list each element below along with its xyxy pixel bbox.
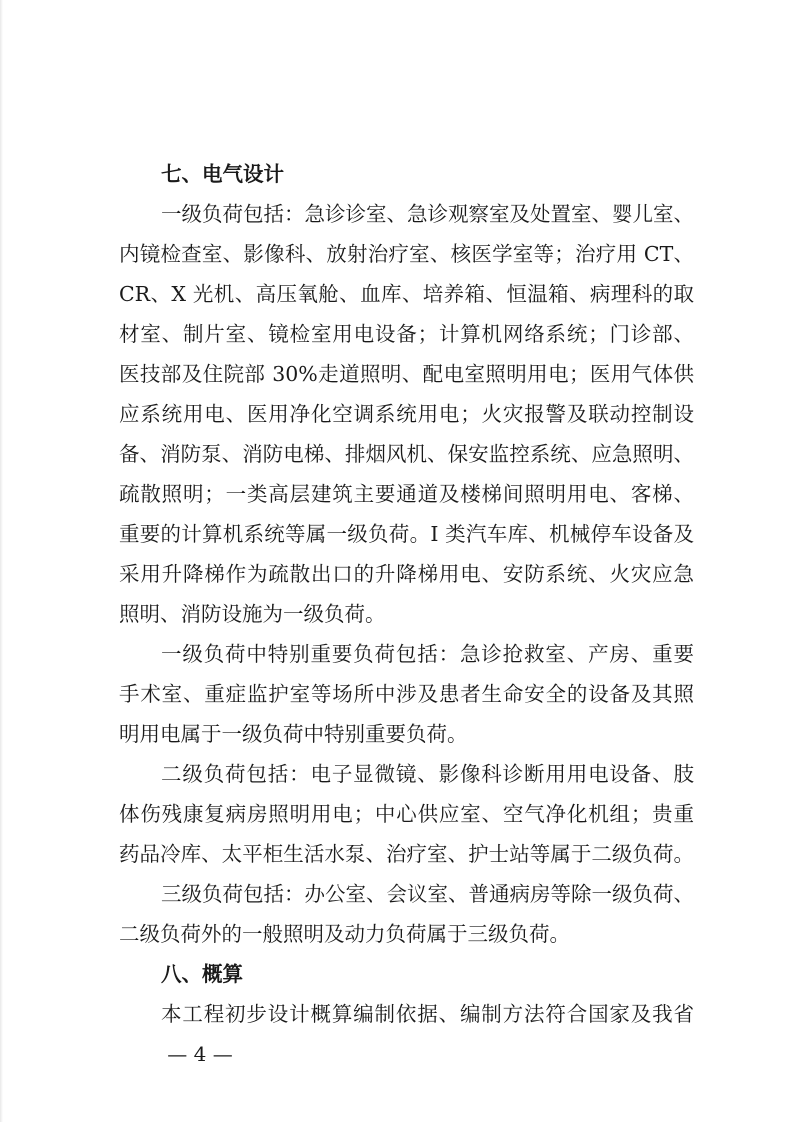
- paragraph-line: 明用电属于一级负荷中特别重要负荷。: [119, 722, 468, 746]
- section-heading-electrical-design: 七、电气设计: [161, 162, 284, 186]
- paragraph-line: 采用升降梯作为疏散出口的升降梯用电、安防系统、火灾应急: [119, 562, 694, 586]
- page-number: — 4 —: [167, 1042, 233, 1066]
- scan-edge-shadow: [0, 0, 3, 1122]
- paragraph-line: 手术室、重症监护室等场所中涉及患者生命安全的设备及其照: [119, 682, 694, 706]
- paragraph-line: 重要的计算机系统等属一级负荷。I 类汽车库、机械停车设备及: [119, 522, 694, 546]
- paragraph-line: 应系统用电、医用净化空调系统用电；火灾报警及联动控制设: [119, 402, 694, 426]
- paragraph-line: 照明、消防设施为一级负荷。: [119, 602, 386, 626]
- paragraph-line: 材室、制片室、镜检室用电设备；计算机网络系统；门诊部、: [119, 322, 694, 346]
- paragraph-line: 内镜检查室、影像科、放射治疗室、核医学室等；治疗用 CT、: [119, 242, 694, 266]
- paragraph-line: 二级负荷包括：电子显微镜、影像科诊断用用电设备、肢: [161, 762, 694, 786]
- paragraph-line: CR、X 光机、高压氧舱、血库、培养箱、恒温箱、病理科的取: [119, 282, 694, 306]
- section-heading-budget-estimate: 八、概算: [161, 962, 243, 986]
- paragraph-line: 疏散照明；一类高层建筑主要通道及楼梯间照明用电、客梯、: [119, 482, 694, 506]
- paragraph-line: 三级负荷包括：办公室、会议室、普通病房等除一级负荷、: [161, 882, 694, 906]
- paragraph-line: 二级负荷外的一般照明及动力负荷属于三级负荷。: [119, 922, 570, 946]
- paragraph-line: 体伤残康复病房照明用电；中心供应室、空气净化机组；贵重: [119, 802, 694, 826]
- paragraph-line: 备、消防泵、消防电梯、排烟风机、保安监控系统、应急照明、: [119, 442, 694, 466]
- paragraph-line: 医技部及住院部 30%走道照明、配电室照明用电；医用气体供: [119, 362, 694, 386]
- paragraph-line: 药品冷库、太平柜生活水泵、治疗室、护士站等属于二级负荷。: [119, 842, 694, 866]
- paragraph-line: 本工程初步设计概算编制依据、编制方法符合国家及我省: [161, 1002, 694, 1026]
- paragraph-line: 一级负荷中特别重要负荷包括：急诊抢救室、产房、重要: [161, 642, 694, 666]
- paragraph-line: 一级负荷包括：急诊诊室、急诊观察室及处置室、婴儿室、: [161, 202, 694, 226]
